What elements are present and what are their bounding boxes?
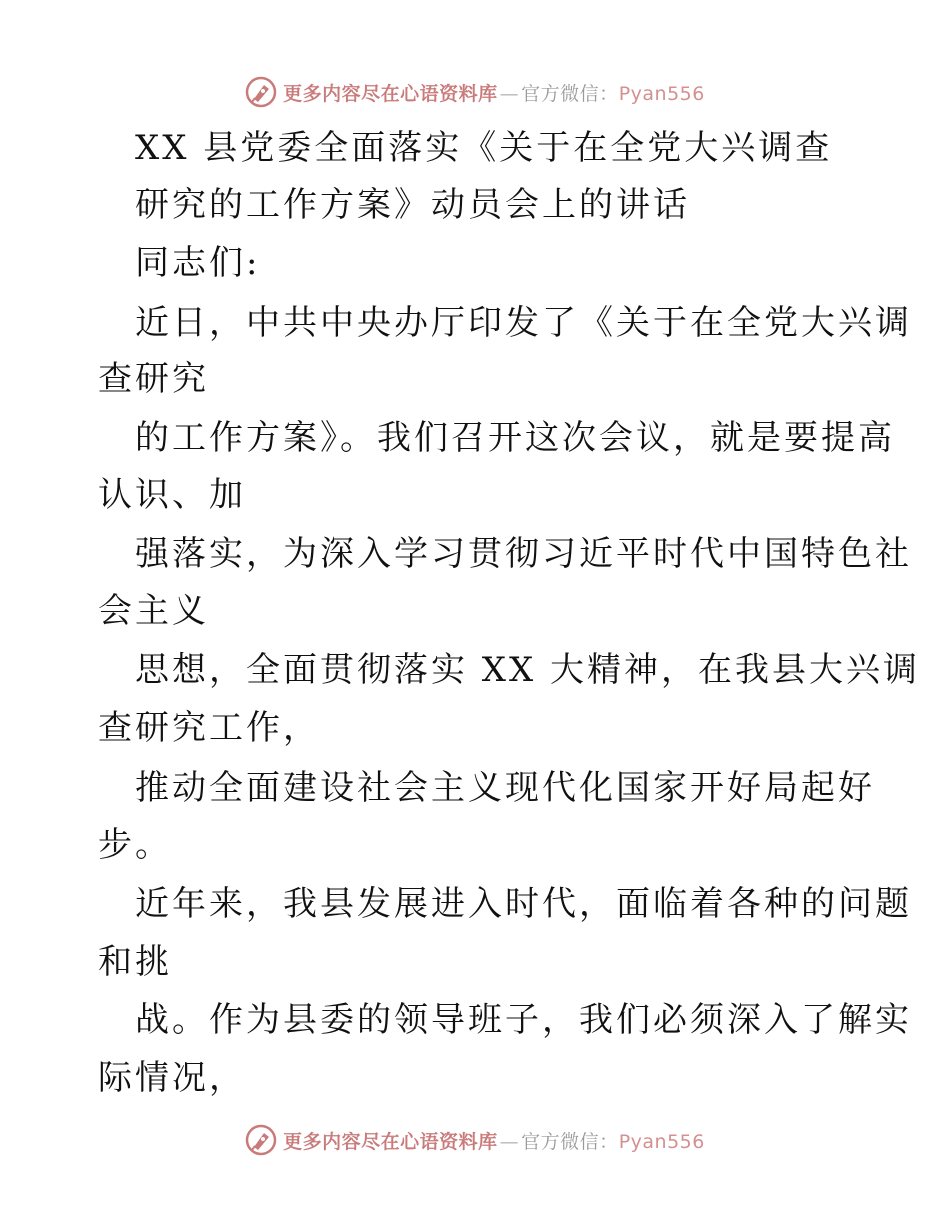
- watermark-separator: —: [499, 82, 520, 105]
- paragraph-5-wrap: 步。: [98, 825, 172, 865]
- watermark-account: Pyan556: [618, 82, 705, 105]
- greeting: 同志们:: [135, 243, 261, 283]
- pen-nib-logo-icon: [245, 76, 277, 108]
- paragraph-5-line: 推动全面建设社会主义现代化国家开好局起好: [135, 768, 875, 808]
- paragraph-6-wrap: 和挑: [98, 942, 172, 982]
- watermark-separator: —: [499, 1130, 520, 1153]
- paragraph-3-line: 强落实，为深入学习贯彻习近平时代中国特色社: [135, 534, 912, 574]
- paragraph-6-line: 近年来，我县发展进入时代，面临着各种的问题: [135, 884, 912, 924]
- paragraph-1-wrap: 查研究: [98, 359, 209, 399]
- watermark-wechat-label: 官方微信：: [521, 82, 619, 105]
- paragraph-2-line: 的工作方案》。我们召开这次会议，就是要提高: [135, 418, 895, 458]
- paragraph-7-wrap: 际情况，: [98, 1058, 246, 1098]
- paragraph-4-wrap: 查研究工作，: [98, 708, 320, 748]
- paragraph-3-wrap: 会主义: [98, 591, 209, 631]
- watermark-text: [283, 1127, 705, 1154]
- watermark-account: Pyan556: [618, 1130, 705, 1153]
- watermark-brand: 更多内容尽在心语资料库: [283, 82, 498, 105]
- paragraph-7-line: 战。作为县委的领导班子，我们必须深入了解实: [135, 1000, 912, 1040]
- title-line-2: 研究的工作方案》动员会上的讲话: [135, 185, 690, 225]
- footer-watermark: [0, 1120, 950, 1160]
- paragraph-2-wrap: 认识、加: [98, 475, 246, 515]
- pen-nib-logo-icon: [245, 1124, 277, 1156]
- header-watermark: [0, 72, 950, 112]
- title-line-1: XX 县党委全面落实《关于在全党大兴调查: [135, 128, 833, 168]
- paragraph-4-line: 思想，全面贯彻落实 XX 大精神，在我县大兴调: [135, 650, 921, 690]
- paragraph-1-line: 近日，中共中央办厅印发了《关于在全党大兴调: [135, 303, 912, 343]
- watermark-text: [283, 79, 705, 106]
- watermark-wechat-label: 官方微信：: [521, 1130, 619, 1153]
- watermark-brand: 更多内容尽在心语资料库: [283, 1130, 498, 1153]
